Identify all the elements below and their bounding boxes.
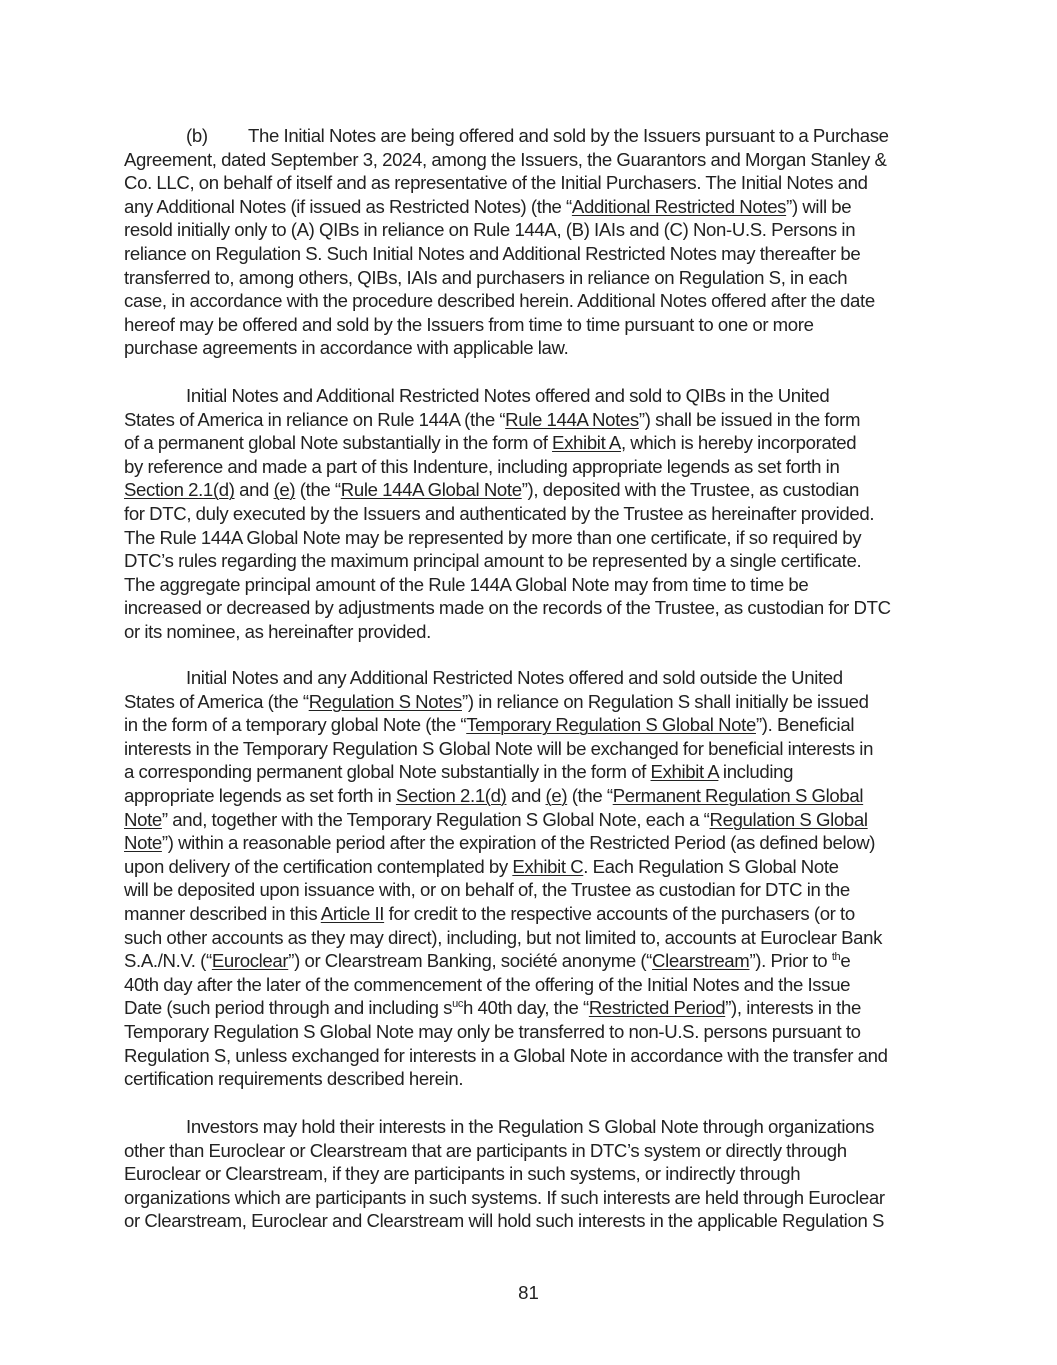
text-line: (b) The Initial Notes are being offered and sold by the Issuers pursuant to a Purchase	[186, 125, 889, 146]
defined-term: Euroclear	[211, 950, 289, 972]
text-line: Initial Notes and Additional Restricted Notes offered and sold to QIBs in the United	[186, 385, 830, 406]
defined-term: Note	[124, 832, 162, 854]
text-line: or its nominee, as hereinafter provided.	[124, 620, 431, 642]
defined-term: (e)	[273, 479, 296, 501]
text-line: appropriate legends as set forth in Section 2.1(d) and (e) (the “Permanent Regulation S Global	[124, 784, 864, 806]
text-line: any Additional Notes (if issued as Restricted Notes) (the “Additional Restricted Notes”) will be	[124, 195, 852, 217]
defined-term: Section 2.1(d)	[124, 479, 235, 501]
text-line: Note” and, together with the Temporary Regulation S Global Note, each a “Regulation S Global	[124, 808, 868, 830]
text-line: S.A./N.V. (“Euroclear”) or Clearstream Banking, société anonyme (“Clearstream”). Prior to $^{th}$e	[124, 950, 851, 972]
text-line: other than Euroclear or Clearstream that are participants in DTC’s system or directly through	[124, 1139, 847, 1161]
text-line: case, in accordance with the procedure described herein. Additional Notes offered after the date	[124, 290, 875, 312]
text-line: of a permanent global Note substantially in the form of Exhibit A, which is hereby incorporated	[124, 432, 857, 454]
paragraph-regulation-s	[124, 666, 936, 1091]
paragraph-b	[124, 124, 936, 360]
text-line: States of America (the “Regulation S Notes”) in reliance on Regulation S shall initially be issued	[124, 690, 869, 712]
defined-term: Permanent Regulation S Global	[612, 784, 864, 806]
defined-term: Exhibit A	[650, 761, 719, 783]
text-line: hereof may be offered and sold by the Issuers from time to time pursuant to one or more	[124, 313, 814, 335]
page-number: 81	[518, 1282, 539, 1303]
defined-term: Restricted Period	[588, 997, 726, 1019]
text-line: manner described in this Article II for credit to the respective accounts of the purchasers (or to	[124, 902, 855, 924]
text-line: Section 2.1(d) and (e) (the “Rule 144A Global Note”), deposited with the Trustee, as custodian	[124, 479, 860, 501]
text-line: certification requirements described herein.	[124, 1068, 464, 1090]
defined-term: Regulation S Global	[709, 808, 868, 830]
paragraph-label: (b)	[186, 125, 208, 146]
defined-term: Additional Restricted Notes	[571, 195, 787, 217]
text-line: Investors may hold their interests in the Regulation S Global Note through organizations	[186, 1116, 875, 1137]
text-line: a corresponding permanent global Note substantially in the form of Exhibit A including	[124, 761, 794, 783]
text-line: Euroclear or Clearstream, if they are participants in such systems, or indirectly through	[124, 1163, 801, 1185]
text-line: States of America in reliance on Rule 144A (the “Rule 144A Notes”) shall be issued in the form	[124, 408, 861, 430]
superscript-text: uc	[452, 998, 463, 1011]
paragraph-investors	[124, 1115, 936, 1233]
defined-term: Section 2.1(d)	[395, 784, 507, 806]
text-line: Agreement, dated September 3, 2024, among the Issuers, the Guarantors and Morgan Stanley &	[124, 148, 887, 170]
text-line: resold initially only to (A) QIBs in reliance on Rule 144A, (B) IAIs and (C) Non-U.S. Persons in	[124, 219, 856, 241]
text-line: for DTC, duly executed by the Issuers and authenticated by the Trustee as hereinafter provided.	[124, 502, 875, 524]
text-line: interests in the Temporary Regulation S Global Note will be exchanged for beneficial interests in	[124, 737, 874, 759]
text-line: Initial Notes and any Additional Restricted Notes offered and sold outside the United	[186, 667, 843, 688]
defined-term: Temporary Regulation S Global Note	[466, 714, 756, 736]
defined-term: Exhibit A	[552, 432, 621, 454]
superscript-text: th	[831, 951, 841, 964]
text-line: by reference and made a part of this Indenture, including appropriate legends as set forth in	[124, 455, 840, 477]
text-line: reliance on Regulation S. Such Initial Notes and Additional Restricted Notes may thereafter be	[124, 242, 861, 264]
defined-term: Rule 144A Notes	[505, 408, 639, 430]
text-line: or Clearstream, Euroclear and Clearstream will hold such interests in the applicable Regulation S	[124, 1210, 885, 1232]
text-line: Date (such period through and including $s^{uc}h$ 40th day, the “Restricted Period”), interests in the	[124, 997, 861, 1019]
defined-term: Regulation S Notes	[308, 690, 462, 712]
paragraph-rule-144a	[124, 384, 936, 644]
text-line: transferred to, among others, QIBs, IAIs and purchasers in reliance on Regulation S, in each	[124, 266, 848, 288]
defined-term: Article II	[320, 902, 385, 924]
text-line: such other accounts as they may direct), including, but not limited to, accounts at Euroclear Bank	[124, 926, 883, 948]
text-line: Co. LLC, on behalf of itself and as representative of the Initial Purchasers. The Initial Notes and	[124, 172, 868, 194]
text-line: The Rule 144A Global Note may be represented by more than one certificate, if so required by	[124, 526, 862, 548]
defined-term: Clearstream	[652, 950, 750, 972]
text-line: in the form of a temporary global Note (the “Temporary Regulation S Global Note”). Beneficial	[124, 714, 855, 736]
text-line: Temporary Regulation S Global Note may only be transferred to non-U.S. persons pursuant to	[124, 1020, 861, 1042]
defined-term: Rule 144A Global Note	[340, 479, 522, 501]
text-line: Note”) within a reasonable period after the expiration of the Restricted Period (as defined below)	[124, 832, 876, 854]
defined-term: Note	[124, 808, 162, 830]
text-line: DTC’s rules regarding the maximum principal amount to be represented by a single certificate.	[124, 550, 862, 572]
text-line: 40th day after the later of the commencement of the offering of the Initial Notes and the Issue	[124, 973, 851, 995]
text-line: The aggregate principal amount of the Rule 144A Global Note may from time to time be	[124, 573, 809, 595]
text-line: upon delivery of the certification contemplated by Exhibit C. Each Regulation S Global Note	[124, 855, 839, 877]
text-line: purchase agreements in accordance with applicable law.	[124, 337, 569, 359]
text-line: Regulation S, unless exchanged for interests in a Global Note in accordance with the transfer and	[124, 1044, 888, 1066]
defined-term: Exhibit C	[512, 855, 584, 877]
text-line: organizations which are participants in such systems. If such interests are held through Euroclear	[124, 1186, 885, 1208]
text-line: will be deposited upon issuance with, or on behalf of, the Trustee as custodian for DTC in the	[124, 879, 850, 901]
defined-term: (e)	[545, 784, 568, 806]
text-line: increased or decreased by adjustments made on the records of the Trustee, as custodian for DTC	[124, 597, 891, 619]
